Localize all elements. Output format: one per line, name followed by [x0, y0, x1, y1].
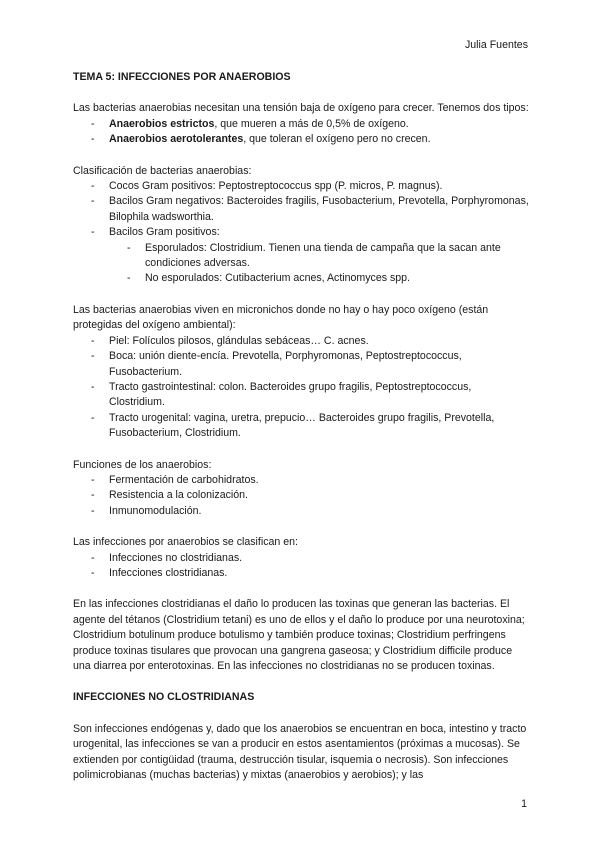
list-item: - Cocos Gram positivos: Peptostreptococcus spp (P. micros, P. magnus). [73, 179, 529, 194]
infections-paragraph: Las infecciones por anaerobios se clasifican en: [73, 536, 298, 549]
author-name: Julia Fuentes [464, 39, 528, 51]
list-item-text: Bacilos Gram positivos: [109, 226, 220, 239]
clostridial-paragraph: En las infecciones clostridianas el daño lo producen las toxinas que generan las bacterias. El agente del tétanos (Clostridium tetani) es uno de ellos y el daño lo produce por una neurotoxina; Clostridium botulinum produce botulismo y también produce toxinas; Clostridium perfringens produce toxinas tisulares que provocan una gangrena gaseosa; y Clostridium difficile produce una diarrea por enterotoxinas. En las infecciones no clostridianas no se producen toxinas. [73, 598, 525, 672]
infections-list [73, 551, 529, 582]
intro-paragraph: Las bacterias anaerobias necesitan una tensión baja de oxígeno para crecer. Tenemos dos tipos: [73, 102, 529, 115]
functions-list [73, 473, 529, 519]
sublist-item: - No esporulados: Cutibacterium acnes, Actinomyces spp. [109, 271, 529, 286]
list-item: - Fermentación de carbohidratos. [73, 473, 529, 488]
list-item: - Inmunomodulación. [73, 504, 529, 519]
gram-positive-sublist [109, 241, 529, 287]
list-item-text: , que toleran el oxígeno pero no crecen. [243, 133, 431, 146]
list-item-term: Anaerobios aerotolerantes [109, 133, 244, 146]
classification-paragraph: Clasificación de bacterias anaerobias: [73, 164, 252, 177]
list-item: - Infecciones no clostridianas. [73, 551, 529, 566]
niches-list [73, 334, 529, 442]
list-item [73, 132, 529, 147]
page-title: TEMA 5: INFECCIONES POR ANAEROBIOS [73, 71, 291, 83]
document-body [73, 70, 529, 783]
list-item [73, 225, 529, 287]
anaerobe-types-list [73, 117, 529, 148]
section-paragraph: Son infecciones endógenas y, dado que los anaerobios se encuentran en boca, intestino y tracto urogenital, las infecciones se van a producir en estos asentamientos (próximas a mucosas). Se extienden por contigüidad (trauma, destrucción tisular, isquemia o necrosis). Son infecciones polimicrobianas (muchas bacterias) y mixtas (anaerobios y aerobios); y las [73, 722, 527, 782]
list-item-term: Anaerobios estrictos [109, 117, 215, 130]
page-number: 1 [521, 798, 527, 810]
section-title: INFECCIONES NO CLOSTRIDIANAS [73, 691, 255, 704]
list-item: - Boca: unión diente-encía. Prevotella, Porphyromonas, Peptostreptococcus, Fusobacterium. [73, 349, 529, 380]
list-item: - Resistencia a la colonización. [73, 488, 529, 503]
list-item: - Infecciones clostridianas. [73, 566, 529, 581]
functions-paragraph: Funciones de los anaerobios: [73, 458, 212, 471]
list-item: - Piel: Folículos pilosos, glándulas sebáceas… C. acnes. [73, 334, 529, 349]
niches-paragraph: Las bacterias anaerobias viven en micronichos donde no hay o hay poco oxígeno (están protegidas del oxígeno ambiental): [73, 303, 489, 332]
list-item: - Tracto urogenital: vagina, uretra, prepucio… Bacteroides grupo fragilis, Prevotella, Fusobacterium, Clostridium. [73, 411, 529, 442]
sublist-item: - Esporulados: Clostridium. Tienen una tienda de campaña que la sacan ante condiciones adversas. [109, 241, 529, 272]
list-item: - Bacilos Gram negativos: Bacteroides fragilis, Fusobacterium, Prevotella, Porphyromonas, Bilophila wadsworthia. [73, 194, 529, 225]
list-item [73, 117, 529, 132]
classification-list [73, 179, 529, 287]
list-item-text: , que mueren a más de 0,5% de oxígeno. [214, 117, 409, 130]
list-item: - Tracto gastrointestinal: colon. Bacteroides grupo fragilis, Peptostreptococcus, Clostridium. [73, 380, 529, 411]
